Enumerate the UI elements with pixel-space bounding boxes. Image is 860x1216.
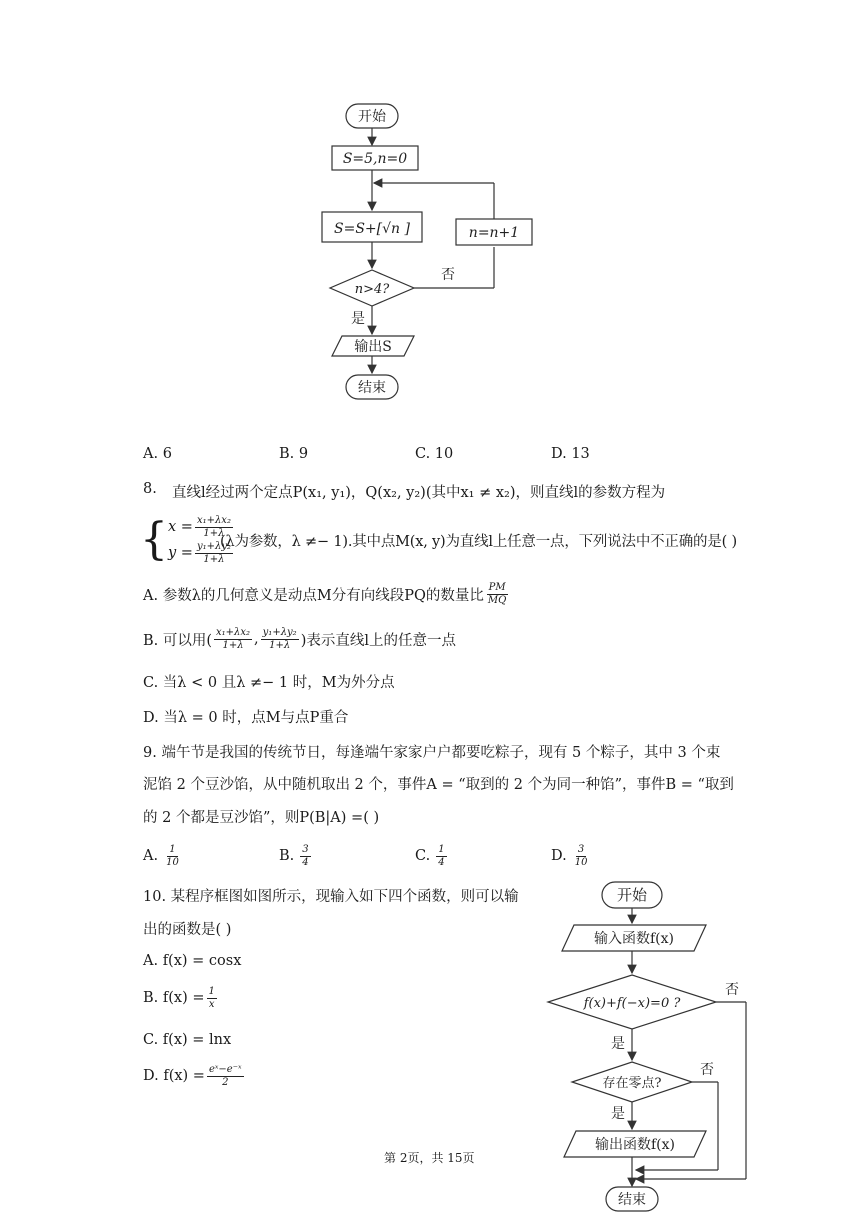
- q10-option-a[interactable]: A. f(x) = cosx: [143, 953, 242, 969]
- q8-stem-line2: (λ为参数，λ ≠− 1).其中点M(x, y)为直线l上任意一点，下列说法中不正确的是( ): [220, 534, 737, 550]
- q8-option-c[interactable]: C. 当λ < 0 且λ ≠− 1 时，M为外分点: [143, 675, 395, 691]
- q9-option-d-num: 3: [577, 844, 585, 855]
- q9-option-b-num: 3: [302, 844, 309, 855]
- q8-option-b-post: )表示直线l上的任意一点: [300, 632, 456, 649]
- q9-option-a[interactable]: [143, 844, 183, 868]
- q10-option-b-num: 1: [208, 986, 215, 997]
- q9-line1: 9. 端午节是我国的传统节日，每逢端午家家户户都要吃粽子，现有 5 个粽子，其中 3 个束: [143, 745, 721, 761]
- q9-option-d-den: 10: [574, 856, 588, 868]
- q9-option-c-label: C.: [415, 848, 431, 864]
- fc1-condition-label: n>4?: [354, 282, 390, 297]
- q8-option-b-den1: 1+λ: [222, 639, 244, 651]
- q10-option-d[interactable]: [143, 1064, 246, 1088]
- q10-option-d-num: eˣ−e⁻ˣ: [208, 1064, 242, 1075]
- q8-stem-line1: 直线l经过两个定点P(x₁, y₁)，Q(x₂, y₂)(其中x₁ ≠ x₂)，则直线l的参数方程为: [172, 485, 666, 501]
- q10-option-d-pre: D. f(x) =: [143, 1068, 205, 1084]
- q9-option-c-den: 4: [438, 856, 445, 868]
- q8-option-b-sep: ,: [254, 631, 259, 647]
- fc2-output-label: 输出函数f(x): [594, 1137, 676, 1153]
- fc2-cond1-label: f(x)+f(−x)=0 ?: [583, 996, 681, 1011]
- q10-option-c[interactable]: C. f(x) = lnx: [143, 1032, 232, 1048]
- q8-eq-y-den: 1+λ: [203, 553, 225, 565]
- fc1-no-label: 否: [441, 267, 455, 283]
- q8-option-a-text: A. 参数λ的几何意义是动点M分有向线段PQ的数量比: [143, 587, 484, 604]
- q7-option-b[interactable]: B. 9: [279, 446, 309, 462]
- fc1-end-label: 结束: [358, 380, 386, 396]
- q9-option-d[interactable]: [551, 844, 591, 868]
- fc2-end-label: 结束: [618, 1192, 646, 1208]
- q9-option-b-label: B.: [279, 848, 295, 864]
- q8-option-b-num1: x₁+λx₂: [216, 627, 251, 638]
- q8-eq-y-num: y₁+λy₂: [196, 541, 231, 552]
- fc1-update-label: n=n+1: [468, 225, 520, 241]
- q9-line3: 的 2 个都是豆沙馅”，则P(B|A) =( ): [143, 810, 380, 826]
- flowchart-1: [320, 98, 540, 408]
- q10-option-b-den: x: [208, 998, 215, 1010]
- q8-eq-x-den: 1+λ: [203, 527, 225, 539]
- q8-option-b-num2: y₁+λy₂: [262, 627, 297, 638]
- fc1-output-label: 输出S: [354, 339, 392, 355]
- q9-option-a-label: A.: [143, 848, 159, 864]
- fc2-cond2-label: 存在零点?: [602, 1076, 662, 1091]
- q8-brace: {: [140, 514, 168, 565]
- flowchart-2: [546, 876, 782, 1216]
- fc1-process-label: S=S+[√n ]: [334, 221, 410, 237]
- q9-option-a-den: 10: [166, 856, 179, 868]
- q10-option-b-pre: B. f(x) =: [143, 990, 205, 1006]
- fc1-init-label: S=5,n=0: [342, 151, 408, 167]
- q9-option-b-den: 4: [302, 856, 309, 868]
- q10-option-b[interactable]: [143, 986, 219, 1010]
- q10-option-d-den: 2: [222, 1076, 229, 1088]
- q8-number: 8.: [143, 481, 157, 497]
- fc2-input-label: 输入函数f(x): [593, 931, 675, 947]
- fc1-start-label: 开始: [358, 109, 386, 125]
- q7-option-c[interactable]: C. 10: [415, 446, 454, 462]
- q7-option-a[interactable]: A. 6: [143, 446, 172, 462]
- q8-eq-x-num: x₁+λx₂: [196, 515, 231, 526]
- q9-option-c-num: 1: [438, 844, 445, 855]
- q9-option-b[interactable]: [279, 844, 313, 868]
- q8-option-b-den2: 1+λ: [269, 639, 291, 651]
- q8-eq-x-lhs: x =: [168, 519, 193, 535]
- q10-line1: 10. 某程序框图如图所示，现输入如下四个函数，则可以输: [143, 889, 519, 905]
- q8-option-d[interactable]: D. 当λ = 0 时，点M与点P重合: [143, 710, 349, 726]
- q8-option-b-pre: B. 可以用(: [143, 632, 213, 649]
- q8-option-b[interactable]: [143, 627, 456, 651]
- q9-line2: 泥馅 2 个豆沙馅，从中随机取出 2 个，事件A = “取到的 2 个为同一种馅”，事件B = “取到: [143, 777, 734, 793]
- q9-option-c[interactable]: [415, 844, 449, 868]
- q8-option-a[interactable]: [143, 582, 510, 606]
- fc2-no1-label: 否: [725, 982, 739, 998]
- q8-option-a-den: MQ: [487, 594, 507, 606]
- q8-eq-y-lhs: y =: [168, 545, 193, 561]
- fc2-yes2-label: 是: [611, 1106, 625, 1122]
- q9-option-d-label: D.: [551, 848, 567, 864]
- q7-option-d[interactable]: D. 13: [551, 446, 590, 462]
- fc2-start-label: 开始: [616, 886, 648, 904]
- q10-line2: 出的函数是( ): [143, 922, 232, 938]
- fc2-no2-label: 否: [700, 1062, 714, 1078]
- q9-option-a-num: 1: [169, 844, 176, 855]
- page-footer: 第 2页，共 15页: [384, 1151, 475, 1165]
- fc1-yes-label: 是: [351, 311, 365, 327]
- q8-option-a-num: PM: [488, 582, 506, 593]
- fc2-yes1-label: 是: [611, 1036, 625, 1052]
